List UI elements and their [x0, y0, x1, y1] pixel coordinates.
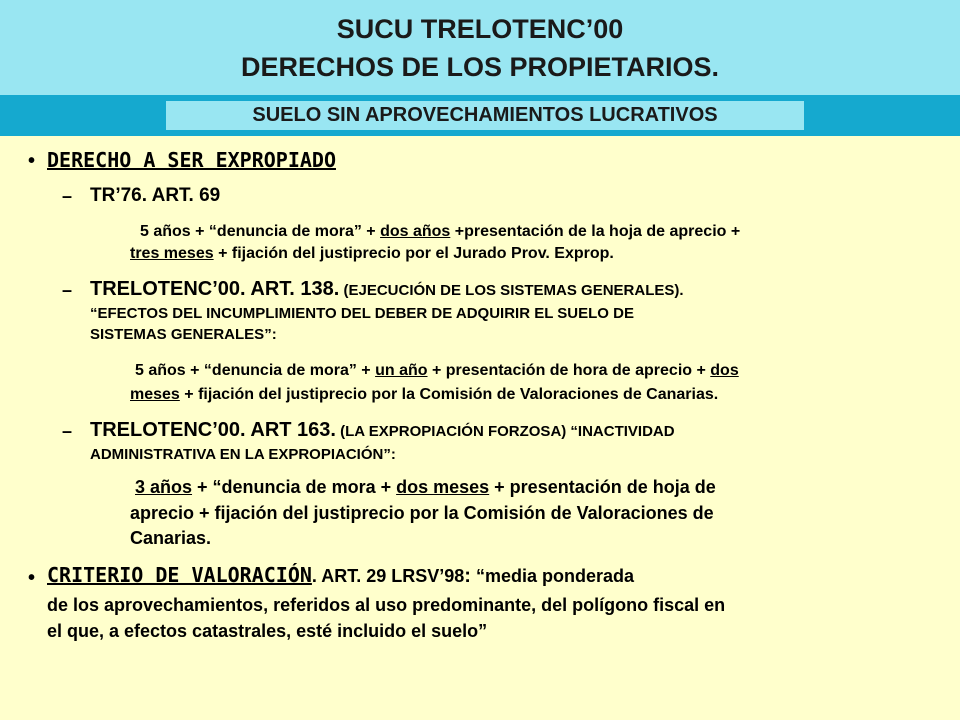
page-title-line1: SUCU TRELOTENC’00 — [336, 14, 624, 44]
item2-subtitle-line2: SISTEMAS GENERALES”: — [90, 326, 277, 343]
item1-line2: tres meses + fijación del justiprecio por el Jurado Prov. Exprop. — [130, 245, 614, 262]
bullet: • — [28, 150, 36, 172]
item2-subtitle-line1: “EFECTOS DEL INCUMPLIMIENTO DEL DEBER DE ADQUIRIR EL SUELO DE — [90, 305, 634, 322]
item1-title: TR’76. ART. 69 — [90, 185, 221, 206]
section2-heading: CRITERIO DE VALORACIÓN — [47, 563, 312, 587]
title-bar — [0, 0, 960, 95]
section2-line1: CRITERIO DE VALORACIÓN. ART. 29 LRSV’98: “media ponderada — [47, 563, 635, 587]
section2-line2: de los aprovechamientos, referidos al uso predominante, del polígono fiscal en — [47, 595, 726, 615]
item1-line1: 5 años + “denuncia de mora” + dos años +presentación de la hoja de aprecio + — [140, 223, 741, 240]
section2-line3: el que, a efectos catastrales, esté incluido el suelo” — [47, 621, 488, 641]
subtitle-bar — [0, 95, 960, 136]
subtitle: SUELO SIN APROVECHAMIENTOS LUCRATIVOS — [166, 101, 804, 130]
bullet: • — [28, 567, 36, 589]
item3-line3: Canarias. — [130, 528, 212, 548]
page-title-line2: DERECHOS DE LOS PROPIETARIOS. — [240, 52, 720, 82]
item2-line2: meses + fijación del justiprecio por la Comisión de Valoraciones de Canarias. — [130, 386, 719, 403]
section1-heading: DERECHO A SER EXPROPIADO — [47, 148, 336, 172]
dash: – — [62, 186, 73, 206]
item2-line1: 5 años + “denuncia de mora” + un año + presentación de hora de aprecio + dos — [135, 362, 739, 379]
item3-subtitle-line1: ADMINISTRATIVA EN LA EXPROPIACIÓN”: — [90, 446, 396, 463]
item3-line2: aprecio + fijación del justiprecio por la Comisión de Valoraciones de — [130, 503, 714, 523]
dash: – — [62, 280, 73, 300]
item2-title: TRELOTENC’00. ART. 138. (EJECUCIÓN DE LOS SISTEMAS GENERALES). — [90, 278, 684, 300]
dash: – — [62, 421, 73, 441]
item3-title: TRELOTENC’00. ART 163. (LA EXPROPIACIÓN FORZOSA) “INACTIVIDAD — [90, 419, 675, 441]
item3-line1: 3 años + “denuncia de mora + dos meses + presentación de hoja de — [135, 477, 716, 497]
